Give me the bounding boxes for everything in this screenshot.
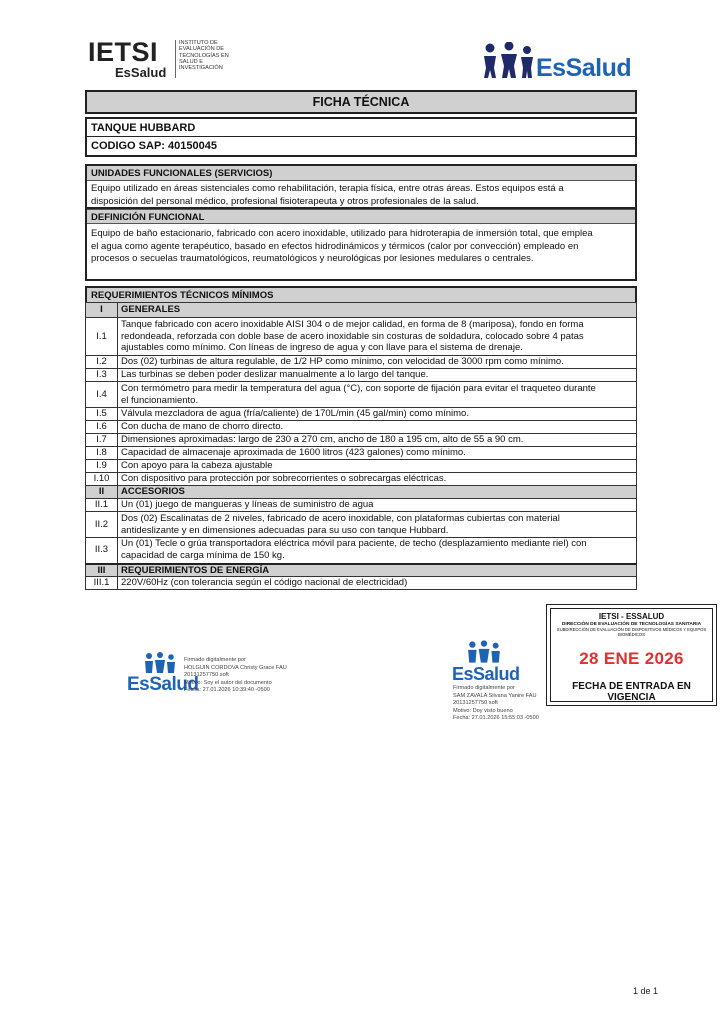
signature-line: HOLGUIN CORDOVA Christy Grace FAU: [184, 664, 287, 671]
signature-block: [452, 640, 547, 726]
definition-line: procesos o secuelas traumatológicos, reumatológicos y neurológicas por lesiones medulares o centrales.: [91, 253, 534, 264]
ietsi-desc-line: EVALUACIÓN DE: [179, 46, 224, 53]
signature-line: Firmado digitalmente por: [453, 685, 515, 691]
page-number: 1 de 1: [633, 986, 659, 996]
item-text: Capacidad de almacenaje aproximada de 1600 litros (423 galones) como mínimo.: [118, 447, 637, 460]
item-line: Con termómetro para medir la temperatura del agua (°C), con soporte de fijación para evitar el traqueteo durante: [121, 382, 596, 394]
ietsi-desc-line: INVESTIGACIÓN: [179, 65, 223, 72]
item-text: [118, 512, 637, 538]
item-num: II.2: [86, 512, 118, 538]
group-title: REQUERIMIENTOS DE ENERGÍA: [118, 564, 637, 577]
signature-line: Motivo: Soy el autor del documento: [184, 679, 272, 686]
essalud-family-icon: [466, 640, 502, 664]
item-num: I.4: [86, 382, 118, 408]
document-title: FICHA TÉCNICA: [85, 90, 637, 114]
table-row: [86, 538, 637, 564]
table-row: [86, 577, 637, 590]
units-line: disposición del personal médico, profesional fisioterapeuta y otros profesionales de la salud.: [91, 195, 479, 207]
requirements-group-row: [86, 564, 637, 577]
document-info: [85, 117, 637, 157]
item-num: I.7: [86, 434, 118, 447]
item-text: Con apoyo para la cabeza ajustable: [118, 460, 637, 473]
item-line: Un (01) Tecle o grúa transportadora eléctrica móvil para paciente, de techo (desplazamiento mediante riel) con: [121, 538, 587, 550]
item-num: I.3: [86, 369, 118, 382]
definition-section: [85, 209, 637, 281]
ietsi-logo-divider: [175, 40, 176, 78]
item-line: capacidad de carga mínima de 150 kg.: [121, 550, 285, 562]
group-title: ACCESORIOS: [118, 486, 637, 499]
item-num: I.8: [86, 447, 118, 460]
group-title: GENERALES: [118, 303, 637, 318]
item-text: Un (01) juego de mangueras y líneas de suministro de agua: [118, 499, 637, 512]
stamp-date: 28 ENE 2026: [579, 649, 684, 668]
signature-line: 20131257750 soft: [184, 672, 229, 679]
item-line: Tanque fabricado con acero inoxidable AISI 304 o de mejor calidad, en forma de 8 (mariposa), fondo en forma: [121, 318, 584, 330]
essalud-logo-word: EsSalud: [536, 54, 632, 82]
signature-block: [127, 652, 307, 702]
definition-heading: DEFINICIÓN FUNCIONAL: [87, 209, 635, 224]
table-row: [86, 460, 637, 473]
item-line: ajustables como mínimo. Con líneas de ingreso de agua y con llave para el sistema de drenaje.: [121, 342, 523, 354]
essalud-family-icon: [482, 42, 536, 80]
signature-logo-word: EsSalud: [127, 674, 199, 695]
requirements-group-row: [86, 486, 637, 499]
signature-line: 20131257750 soft: [453, 700, 498, 707]
signature-line: Fecha: 27.01.2026 15:55:03 -0500: [453, 715, 539, 722]
ietsi-logo-desc: [179, 40, 249, 71]
units-section: [85, 164, 637, 209]
requirements-table: [85, 302, 637, 590]
item-line: antideslizante y en dimensiones adecuadas para su uso con tanque Hubbard.: [121, 524, 449, 536]
item-text: Dimensiones aproximadas: largo de 230 a 270 cm, ancho de 180 a 195 cm, alto de 55 a 90 cm.: [118, 434, 637, 447]
sap-code: CODIGO SAP: 40150045: [91, 140, 217, 152]
table-row: [86, 318, 637, 356]
table-row: [86, 356, 637, 369]
table-row: [86, 382, 637, 408]
definition-line: Equipo de baño estacionario, fabricado con acero inoxidable, utilizado para hidroterapia de inmersión total, que emplea: [91, 228, 593, 239]
item-num: I.9: [86, 460, 118, 473]
equipment-name: TANQUE HUBBARD: [87, 119, 635, 137]
stamp-subtitle-2: SUBDIRECCIÓN DE EVALUACIÓN DE DISPOSITIVOS MÉDICOS Y EQUIPOS BIOMÉDICOS: [556, 627, 707, 637]
ietsi-logo-sub: EsSalud: [115, 65, 167, 80]
units-heading: UNIDADES FUNCIONALES (SERVICIOS): [87, 166, 635, 181]
ietsi-logo: [88, 38, 238, 80]
requirements-group-row: [86, 303, 637, 318]
definition-line: el agua como agente terapéutico, basado en efectos hidrodinámicos y térmicos (calor por convección) empleado en: [91, 240, 579, 252]
units-text: [87, 181, 635, 208]
signature-line: SAM ZAVALA Silvana Yanire FAU: [453, 692, 537, 699]
item-num: I.10: [86, 473, 118, 486]
item-text: Con dispositivo para protección por sobrecorrientes o sobrecargas eléctricas.: [118, 473, 637, 486]
item-text: Dos (02) turbinas de altura regulable, de 1/2 HP como mínimo, con velocidad de 3000 rpm como mínimo.: [118, 356, 637, 369]
signature-logo-word: EsSalud: [452, 664, 520, 684]
signature-line: Motivo: Doy visto bueno: [453, 707, 513, 714]
signature-text: [184, 657, 287, 695]
group-num: III: [86, 564, 118, 577]
units-line: Equipo utilizado en áreas sistenciales como rehabilitación, terapia física, entre otras áreas. Estos equipos está a: [91, 183, 564, 194]
item-text: [118, 318, 637, 356]
essalud-logo: [482, 42, 642, 82]
item-text: Con ducha de mano de chorro directo.: [118, 421, 637, 434]
ietsi-desc-line: INSTITUTO DE: [179, 40, 218, 46]
item-text: Las turbinas se deben poder deslizar manualmente a lo largo del tanque.: [118, 369, 637, 382]
validity-stamp: [546, 604, 717, 706]
item-num: I.2: [86, 356, 118, 369]
stamp-inner: [550, 608, 713, 702]
ietsi-logo-word: IETSI: [88, 37, 159, 67]
item-text: [118, 538, 637, 564]
essalud-family-icon: [143, 652, 177, 674]
item-num: I.6: [86, 421, 118, 434]
definition-text: [87, 224, 635, 266]
item-line: Dos (02) Escalinatas de 2 niveles, fabricado de acero inoxidable, con plataformas cubiertas con material: [121, 512, 560, 524]
table-row: [86, 512, 637, 538]
table-row: [86, 408, 637, 421]
item-line: redondeada, reforzada con doble base de acero inoxidable sin costuras de soldadura, colocado sobre 4 patas: [121, 330, 584, 342]
stamp-footer: FECHA DE ENTRADA EN VIGENCIA: [572, 681, 691, 703]
item-num: III.1: [86, 577, 118, 590]
group-num: II: [86, 486, 118, 499]
stamp-subtitle: DIRECCIÓN DE EVALUACIÓN DE TECNOLOGÍAS SANITARIA: [561, 622, 702, 627]
item-text: 220V/60Hz (con tolerancia según el código nacional de electricidad): [118, 577, 637, 590]
item-num: I.1: [86, 318, 118, 356]
table-row: [86, 434, 637, 447]
item-num: II.3: [86, 538, 118, 564]
group-num: I: [86, 303, 118, 318]
item-num: II.1: [86, 499, 118, 512]
ietsi-desc-line: SALUD E: [179, 58, 203, 65]
table-row: [86, 473, 637, 486]
table-row: [86, 369, 637, 382]
item-text: [118, 382, 637, 408]
item-line: el funcionamiento.: [121, 394, 199, 406]
table-row: [86, 499, 637, 512]
requirements-heading: REQUERIMIENTOS TÉCNICOS MÍNIMOS: [85, 286, 637, 303]
item-text: Válvula mezcladora de agua (fría/caliente) de 170L/min (45 gal/min) como mínimo.: [118, 408, 637, 421]
ietsi-desc-line: TECNOLOGÍAS EN: [179, 52, 229, 59]
signature-text: [453, 685, 539, 723]
signature-line: Fecha: 27.01.2026 10:39:40 -0500: [184, 687, 270, 694]
item-num: I.5: [86, 408, 118, 421]
signature-line: Firmado digitalmente por: [184, 657, 246, 663]
table-row: [86, 421, 637, 434]
stamp-title: IETSI - ESSALUD: [598, 612, 665, 621]
table-row: [86, 447, 637, 460]
